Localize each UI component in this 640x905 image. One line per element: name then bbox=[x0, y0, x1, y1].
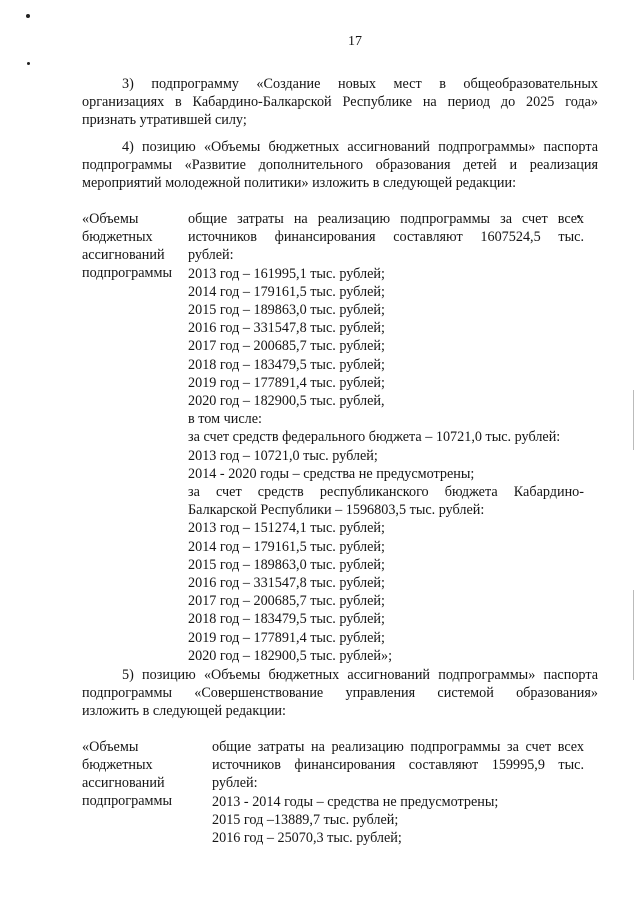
paragraph-line: организациях в Кабардино-Балкарской Республике на период до 2025 года» bbox=[82, 94, 598, 110]
paragraph-5 bbox=[82, 666, 598, 720]
value-line: 2016 год – 331547,8 тыс. рублей; bbox=[188, 575, 385, 592]
label-line: ассигнований bbox=[82, 247, 165, 263]
scan-edge-line bbox=[633, 590, 634, 680]
budget-allocation-block-2 bbox=[82, 738, 598, 868]
value-line: Балкарской Республики – 1596803,5 тыс. рублей: bbox=[188, 502, 485, 519]
paragraph-line: мероприятий молодежной политики» изложить в следующей редакции: bbox=[82, 175, 517, 191]
value-line: 2013 год – 10721,0 тыс. рублей; bbox=[188, 447, 378, 464]
value-line: рублей: bbox=[212, 775, 258, 792]
value-line: 2014 год – 179161,5 тыс. рублей; bbox=[188, 283, 385, 300]
paragraph-line: 4) позицию «Объемы бюджетных ассигнований подпрограммы» паспорта bbox=[122, 139, 598, 155]
value-line: рублей: bbox=[188, 247, 234, 264]
label-line: «Объемы bbox=[82, 739, 139, 755]
paragraph-line: признать утратившей силу; bbox=[82, 112, 247, 128]
label-line: бюджетных bbox=[82, 757, 153, 773]
value-line: в том числе: bbox=[188, 411, 262, 428]
paragraph-line: 5) позицию «Объемы бюджетных ассигнований подпрограммы» паспорта bbox=[122, 667, 598, 683]
value-line: 2015 год – 189863,0 тыс. рублей; bbox=[188, 302, 385, 319]
budget-allocation-block-1 bbox=[82, 210, 598, 664]
value-line: общие затраты на реализацию подпрограммы за счет всех bbox=[212, 739, 584, 755]
label-line: ассигнований bbox=[82, 775, 165, 791]
paragraph-4 bbox=[82, 138, 598, 192]
value-line: за счет средств республиканского бюджета Кабардино- bbox=[188, 484, 584, 501]
value-line: 2014 - 2020 годы – средства не предусмотрены; bbox=[188, 465, 475, 482]
value-line: 2018 год – 183479,5 тыс. рублей; bbox=[188, 611, 385, 628]
paragraph-line: подпрограммы «Развитие дополнительного образования детей и реализация bbox=[82, 157, 598, 173]
value-line: 2014 год – 179161,5 тыс. рублей; bbox=[188, 538, 385, 555]
value-line: 2017 год – 200685,7 тыс. рублей; bbox=[188, 338, 385, 355]
paragraph-3 bbox=[82, 75, 598, 129]
page-number: 17 bbox=[348, 34, 362, 49]
value-line: 2015 год – 189863,0 тыс. рублей; bbox=[188, 556, 385, 573]
value-line: 2015 год –13889,7 тыс. рублей; bbox=[212, 811, 399, 828]
value-line: 2016 год – 25070,3 тыс. рублей; bbox=[212, 830, 402, 847]
value-line: 2018 год – 183479,5 тыс. рублей; bbox=[188, 356, 385, 373]
value-line: общие затраты на реализацию подпрограммы за счет всех bbox=[188, 211, 584, 227]
budget-values bbox=[212, 738, 584, 847]
scan-speck bbox=[27, 62, 30, 65]
label-line: «Объемы bbox=[82, 211, 139, 227]
label-line: бюджетных bbox=[82, 229, 153, 245]
budget-values bbox=[188, 210, 584, 665]
label-line: подпрограммы bbox=[82, 793, 172, 809]
value-line: источников финансирования составляют 1607524,5 тыс. bbox=[188, 229, 584, 246]
scan-speck bbox=[26, 14, 30, 18]
value-line: 2020 год – 182900,5 тыс. рублей, bbox=[188, 393, 385, 410]
value-line: 2017 год – 200685,7 тыс. рублей; bbox=[188, 593, 385, 610]
paragraph-line: изложить в следующей редакции: bbox=[82, 703, 286, 719]
value-line: 2020 год – 182900,5 тыс. рублей»; bbox=[188, 647, 393, 664]
value-line: 2013 год – 161995,1 тыс. рублей; bbox=[188, 265, 385, 282]
value-line: 2013 - 2014 годы – средства не предусмотрены; bbox=[212, 793, 499, 810]
budget-label bbox=[82, 210, 172, 282]
value-line: 2019 год – 177891,4 тыс. рублей; bbox=[188, 374, 385, 391]
paragraph-line: подпрограммы «Совершенствование управления системой образования» bbox=[82, 685, 598, 701]
paragraph-line: 3) подпрограмму «Создание новых мест в общеобразовательных bbox=[122, 76, 598, 92]
scan-edge-line bbox=[633, 390, 634, 450]
budget-label bbox=[82, 738, 172, 810]
value-line: 2013 год – 151274,1 тыс. рублей; bbox=[188, 520, 385, 537]
value-line: источников финансирования составляют 159995,9 тыс. bbox=[212, 757, 584, 774]
label-line: подпрограммы bbox=[82, 265, 172, 281]
value-line: за счет средств федерального бюджета – 10721,0 тыс. рублей: bbox=[188, 429, 561, 446]
value-line: 2019 год – 177891,4 тыс. рублей; bbox=[188, 629, 385, 646]
value-line: 2016 год – 331547,8 тыс. рублей; bbox=[188, 320, 385, 337]
